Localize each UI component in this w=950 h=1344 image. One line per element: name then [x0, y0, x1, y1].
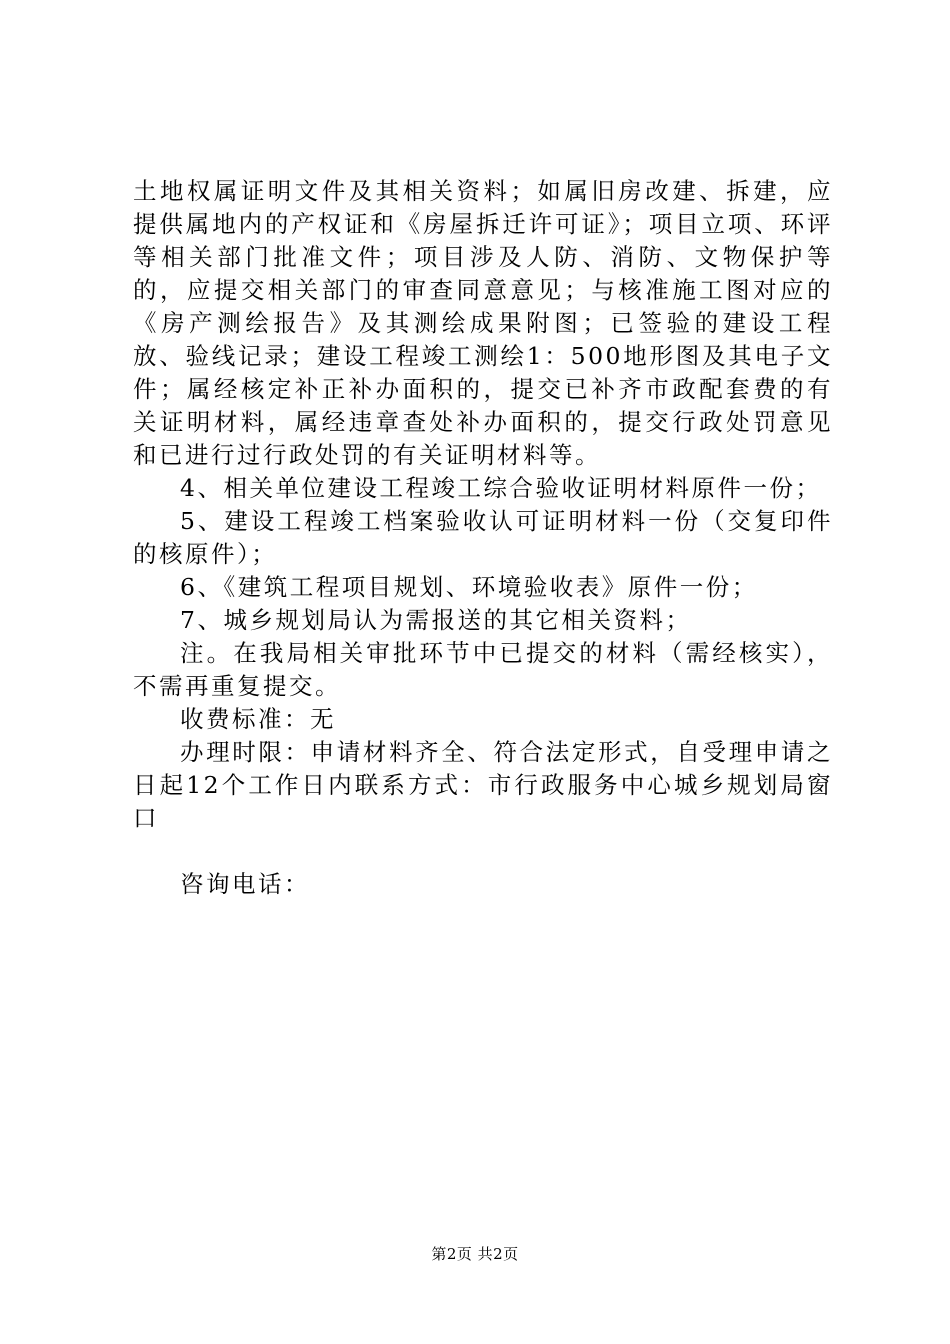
- paragraph-note: 注。在我局相关审批环节中已提交的材料（需经核实），不需再重复提交。: [133, 639, 833, 700]
- paragraph-time-limit: 办理时限：申请材料齐全、符合法定形式，自受理申请之日起12个工作日内联系方式：市行政服务中心城乡规划局窗口: [133, 738, 833, 832]
- blank-line: [133, 835, 833, 868]
- paragraph-item-7: 7、城乡规划局认为需报送的其它相关资料；: [180, 606, 692, 634]
- paragraph-phone: 咨询电话：: [180, 870, 310, 898]
- document-body: [133, 175, 833, 901]
- paragraph-item-5: 5、建设工程竣工档案验收认可证明材料一份（交复印件的核原件）；: [133, 507, 833, 568]
- paragraph-continued-materials: 土地权属证明文件及其相关资料；如属旧房改建、拆建，应提供属地内的产权证和《房屋拆迁许可证》；项目立项、环评等相关部门批准文件；项目涉及人防、消防、文物保护等的，应提交相关部门的审查同意意见；与核准施工图对应的《房产测绘报告》及其测绘成果附图；已签验的建设工程放、验线记录；建设工程竣工测绘1：500地形图及其电子文件；属经核定补正补办面积的，提交已补齐市政配套费的有关证明材料，属经违章查处补办面积的，提交行政处罚意见和已进行过行政处罚的有关证明材料等。: [133, 177, 833, 469]
- paragraph-item-4: 4、相关单位建设工程竣工综合验收证明材料原件一份；: [180, 474, 822, 502]
- page-footer: 第2页 共2页: [431, 1245, 519, 1263]
- paragraph-item-6: 6、《建筑工程项目规划、环境验收表》原件一份；: [180, 573, 758, 601]
- paragraph-fee-standard: 收费标准：无: [180, 705, 336, 733]
